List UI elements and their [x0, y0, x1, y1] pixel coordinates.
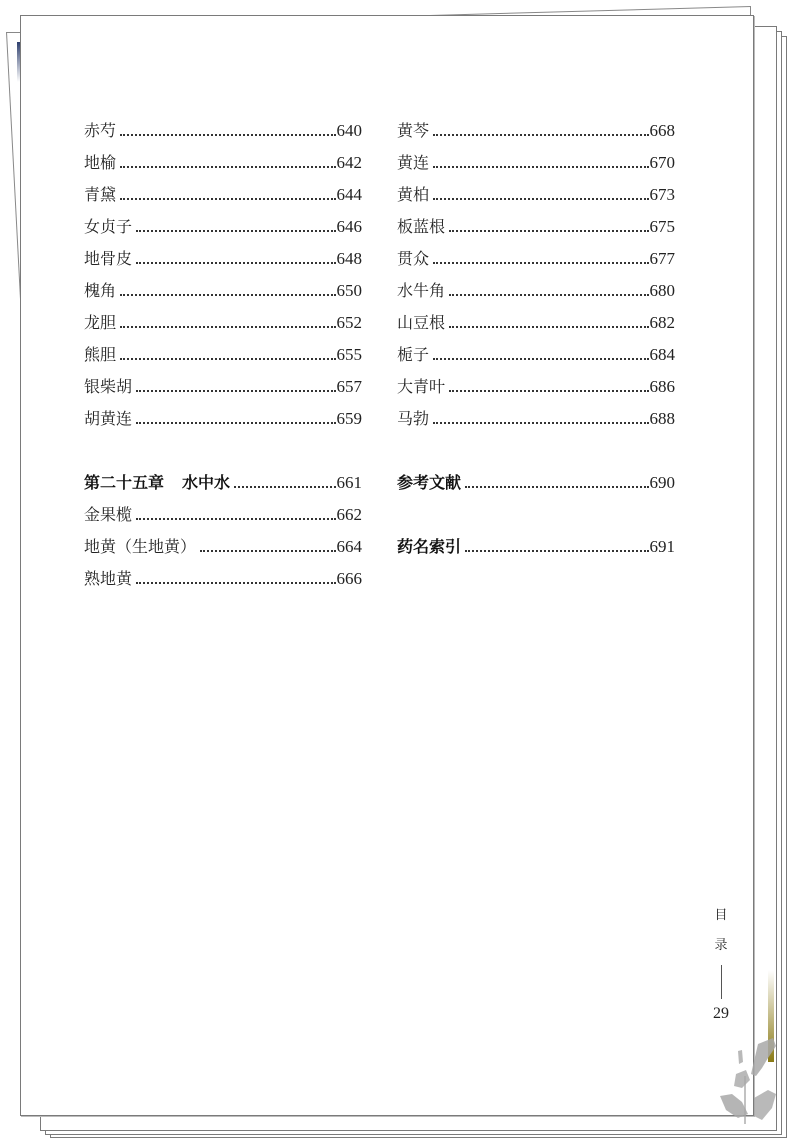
toc-entry[interactable]: 金果榄 662 — [84, 505, 362, 524]
dot-leader — [136, 421, 335, 424]
dot-leader — [120, 293, 335, 296]
dot-leader — [433, 357, 648, 360]
dot-leader — [449, 389, 648, 392]
toc-entry[interactable]: 地榆 642 — [84, 153, 362, 172]
dot-leader — [465, 549, 648, 552]
chapter-label: 第二十五章 — [84, 473, 165, 492]
toc-entry[interactable]: 马勃 688 — [397, 409, 675, 428]
plant-decoration-icon — [718, 1036, 780, 1126]
toc-entry[interactable]: 栀子 684 — [397, 345, 675, 364]
toc-right-column — [397, 115, 675, 563]
section-side-tab — [711, 901, 731, 1023]
toc-entry[interactable]: 女贞子 646 — [84, 217, 362, 236]
page-number: 29 — [713, 1005, 729, 1022]
toc-entry[interactable]: 熊胆 655 — [84, 345, 362, 364]
dot-leader — [433, 421, 648, 424]
toc-entry[interactable]: 地骨皮 648 — [84, 249, 362, 268]
toc-page — [20, 15, 754, 1116]
dot-leader — [136, 517, 335, 520]
dot-leader — [136, 229, 335, 232]
dot-leader — [120, 133, 335, 136]
toc-entry[interactable]: 贯众 677 — [397, 249, 675, 268]
dot-leader — [465, 485, 648, 488]
toc-entry[interactable]: 槐角 650 — [84, 281, 362, 300]
dot-leader — [433, 261, 648, 264]
side-tab-char: 录 — [714, 938, 728, 953]
dot-leader — [200, 549, 335, 552]
toc-chapter-heading[interactable]: 第二十五章 水中水 661 — [84, 473, 362, 492]
toc-entry[interactable]: 水牛角 680 — [397, 281, 675, 300]
toc-references[interactable]: 参考文献 690 — [397, 473, 675, 492]
dot-leader — [433, 133, 648, 136]
dot-leader — [136, 581, 335, 584]
toc-entry[interactable]: 赤芍 640 — [84, 121, 362, 140]
spacer — [84, 435, 362, 467]
toc-entry[interactable]: 青黛 644 — [84, 185, 362, 204]
dot-leader — [120, 357, 335, 360]
toc-index[interactable]: 药名索引 691 — [397, 537, 675, 556]
toc-entry[interactable]: 黄连 670 — [397, 153, 675, 172]
dot-leader — [136, 389, 335, 392]
toc-entry[interactable]: 大青叶 686 — [397, 377, 675, 396]
toc-entry[interactable]: 黄柏 673 — [397, 185, 675, 204]
dot-leader — [136, 261, 335, 264]
toc-entry[interactable]: 银柴胡 657 — [84, 377, 362, 396]
toc-entry[interactable]: 山豆根 682 — [397, 313, 675, 332]
toc-entry[interactable]: 熟地黄 666 — [84, 569, 362, 588]
dot-leader — [234, 485, 335, 488]
toc-entry[interactable]: 龙胆 652 — [84, 313, 362, 332]
side-tab-char: 目 — [714, 908, 728, 923]
dot-leader — [120, 165, 335, 168]
toc-entry[interactable]: 胡黄连 659 — [84, 409, 362, 428]
spacer — [397, 499, 675, 531]
dot-leader — [449, 293, 648, 296]
dot-leader — [120, 325, 335, 328]
side-tab-rule — [721, 965, 722, 999]
dot-leader — [433, 197, 648, 200]
dot-leader — [449, 229, 648, 232]
dot-leader — [120, 197, 335, 200]
toc-entry[interactable]: 板蓝根 675 — [397, 217, 675, 236]
spacer — [397, 435, 675, 467]
toc-entry[interactable]: 黄芩 668 — [397, 121, 675, 140]
toc-left-column — [84, 115, 362, 595]
chapter-name: 水中水 — [182, 473, 231, 492]
toc-entry[interactable]: 地黄（生地黄） 664 — [84, 537, 362, 556]
dot-leader — [433, 165, 648, 168]
dot-leader — [449, 325, 648, 328]
